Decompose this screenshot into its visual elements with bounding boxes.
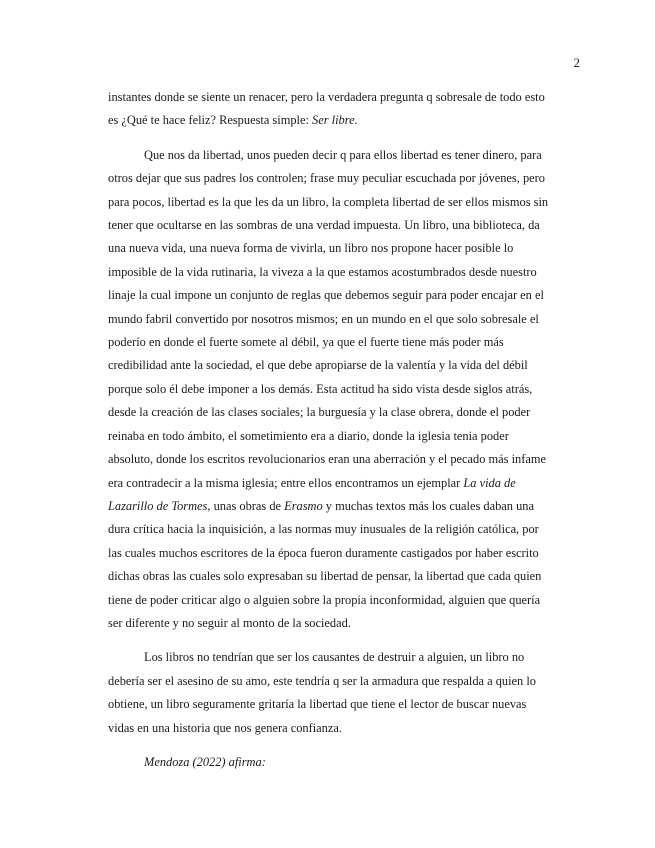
paragraph-2-part2: unas obras de (210, 498, 285, 513)
paragraph-3 (108, 646, 550, 740)
body-text (108, 86, 550, 774)
paragraph-2-part3: y muchas textos más los cuales daban una dura crítica hacia la inquisición, a las normas muy inusuales de la religión católica, por las cuales muchos escritores de la época fueron duramente castigados por haber escrito dichas obras las cuales solo expresaban su libertad de pensar, la libertad que cada quien tiene de poder criticar algo o alguien sobre la propia inconformidad, alguien que quería ser diferente y no seguir al monto de la sociedad. (108, 498, 542, 630)
paragraph-2-part1: Que nos da libertad, unos pueden decir q para ellos libertad es tener dinero, para otros dejar que sus padres los controlen; frase muy peculiar escuchada por jóvenes, pero para pocos, libertad es la que les da un libro, la completa libertad de ser ellos mismos sin tener que ocultarse en las sombras de una verdad impuesta. Un libro, una biblioteca, da una nueva vida, una nueva forma de vivirla, un libro nos propone hacer posible lo imposible de la vida rutinaria, la viveza a la que estamos acostumbrados desde nuestro linaje la cual impone un conjunto de reglas que debemos seguir para poder encajar en el mundo fabril convertido por nosotros mismos; en un mundo en el que solo sobresale el poderío en donde el fuerte somete al débil, ya que el fuerte tiene más poder más credibilidad ante la sociedad, el que debe apropiarse de la valentía y la vida del débil porque solo él debe imponer a los demás. Esta actitud ha sido vista desde siglos atrás, desde la creación de las clases sociales; la burguesía y la clase obrera, donde el poder reinaba en todo ámbito, el sometimiento era a diario, donde la iglesia tenia poder absoluto, donde los escritos revolucionarios eran una aberración y el pecado más infame era contradecir a la misma iglesia; entre ellos encontramos un ejemplar (108, 147, 549, 490)
quote-intro: Mendoza (2022) afirma: (144, 754, 266, 769)
paragraph-1 (108, 86, 550, 133)
paragraph-2 (108, 144, 550, 636)
book-title-lazarillo: La vida de Lazarillo de Tormes, (108, 475, 516, 513)
author-erasmo: Erasmo (284, 498, 323, 513)
paragraph-1-italic: Ser libre. (312, 113, 358, 128)
paragraph-3-text: Los libros no tendrían que ser los causantes de destruir a alguien, un libro no debería ser el asesino de su amo, este tendría q ser la armadura que respalda a quien lo obtiene, un libro seguramente gritaría la libertad que tiene el lector de buscar nuevas vidas en una historia que nos genera confianza. (108, 650, 536, 735)
page-number: 2 (573, 55, 580, 70)
paragraph-1-text: instantes donde se siente un renacer, pero la verdadera pregunta q sobresale de todo esto es ¿Qué te hace feliz? Respuesta simple: (108, 90, 545, 128)
